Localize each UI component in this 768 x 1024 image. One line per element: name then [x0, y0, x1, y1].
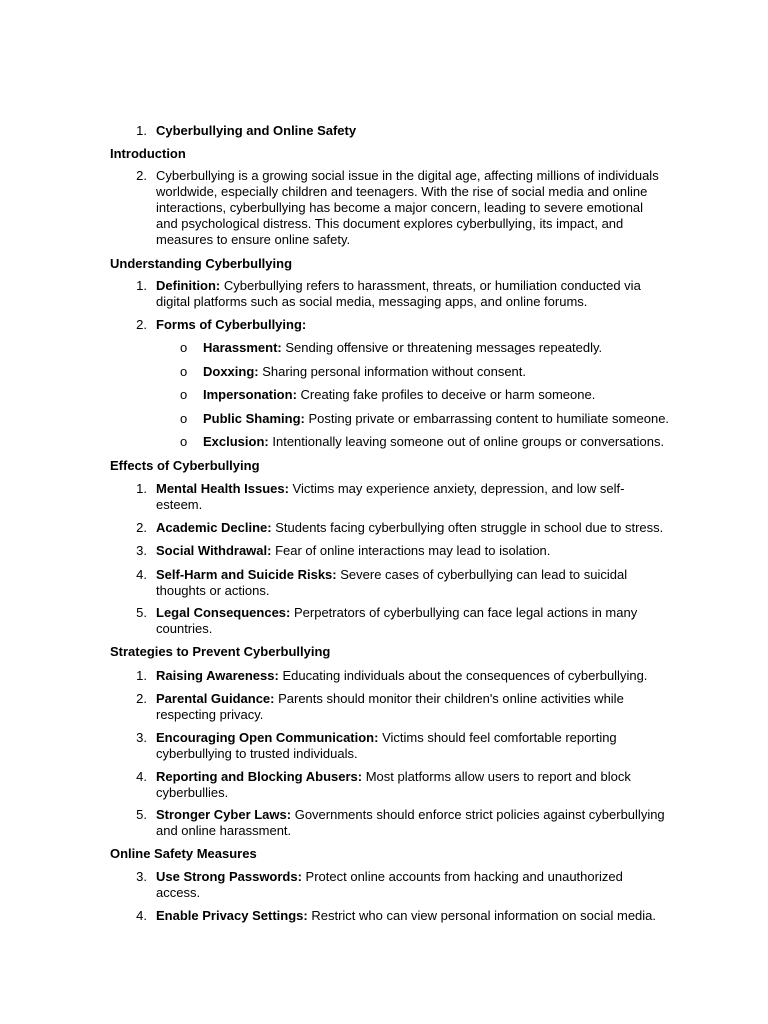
intro-line: and psychological distress. This document explores cyberbullying, its impact, and [156, 216, 624, 231]
list-item-term: Enable Privacy Settings: [156, 908, 308, 923]
list-item-term: Social Withdrawal: [156, 543, 272, 558]
list-number: 1. [136, 278, 147, 293]
intro-line: worldwide, especially children and teenagers. With the rise of social media and online [156, 184, 648, 199]
list-number: 4. [136, 567, 147, 582]
intro-line: interactions, cyberbullying has become a major concern, leading to severe emotional [156, 200, 644, 215]
list-item-body [156, 520, 716, 536]
list-number: 4. [136, 908, 147, 923]
list-item-text: Victims should feel comfortable reporting [378, 730, 617, 745]
bullet-marker: o [180, 434, 188, 449]
bullet-term: Public Shaming: [203, 411, 305, 426]
list-number: 1. [136, 668, 147, 683]
list-item-text: digital platforms such as social media, messaging apps, and online forums. [156, 294, 588, 309]
list-item-text: Students facing cyberbullying often struggle in school due to stress. [271, 520, 664, 535]
list-number: 4. [136, 769, 147, 784]
list-item-text: Educating individuals about the consequences of cyberbullying. [278, 668, 648, 683]
list-item-text: Protect online accounts from hacking and unauthorized [301, 869, 623, 884]
list-number: 2. [136, 691, 147, 706]
list-item-term: Mental Health Issues: [156, 481, 289, 496]
list-item-text: Perpetrators of cyberbullying can face legal actions in many [290, 605, 638, 620]
list-number: 3. [136, 869, 147, 884]
list-item-text: Severe cases of cyberbullying can lead to suicidal [336, 567, 628, 582]
bullet-text: Posting private or embarrassing content to humiliate someone. [304, 411, 670, 426]
list-item-body [156, 668, 716, 684]
list-item-term: Raising Awareness: [156, 668, 279, 683]
intro-line: Cyberbullying is a growing social issue in the digital age, affecting millions of individuals [156, 168, 659, 183]
list-item-body [156, 278, 716, 310]
list-item-body [156, 869, 716, 901]
list-item-term: Forms of Cyberbullying: [156, 317, 307, 332]
list-item-body [156, 807, 716, 839]
list-number: 5. [136, 605, 147, 620]
list-item-body [156, 605, 716, 637]
list-item-term: Legal Consequences: [156, 605, 291, 620]
list-number: 3. [136, 730, 147, 745]
bullet-text: Creating fake profiles to deceive or harm someone. [296, 387, 596, 402]
list-item-text: cyberbullies. [156, 785, 229, 800]
list-item-term: Use Strong Passwords: [156, 869, 302, 884]
list-item-text: cyberbullying to trusted individuals. [156, 746, 358, 761]
list-item-term: Encouraging Open Communication: [156, 730, 379, 745]
list-item-text: esteem. [156, 497, 203, 512]
bullet-marker: o [180, 364, 188, 379]
title-item-body [156, 123, 716, 139]
list-item-body [156, 543, 716, 559]
list-item-text: Cyberbullying refers to harassment, threats, or humiliation conducted via [220, 278, 641, 293]
list-item-text: countries. [156, 621, 213, 636]
bullet-term: Doxxing: [203, 364, 259, 379]
list-number: 2. [136, 520, 147, 535]
list-item-text: Most platforms allow users to report and block [362, 769, 631, 784]
list-number: 5. [136, 807, 147, 822]
list-number: 3. [136, 543, 147, 558]
list-item-term: Definition: [156, 278, 221, 293]
section-heading-safety: Online Safety Measures [110, 846, 257, 861]
list-item-body [156, 908, 716, 924]
bullet-marker: o [180, 387, 188, 402]
intro-paragraph [156, 168, 716, 248]
list-item-body [156, 317, 716, 333]
bullet-term: Exclusion: [203, 434, 269, 449]
bullet-term: Harassment: [203, 340, 282, 355]
list-item-text: access. [156, 885, 201, 900]
section-heading-strategies: Strategies to Prevent Cyberbullying [110, 644, 331, 659]
list-item-text: Victims may experience anxiety, depression, and low self- [288, 481, 625, 496]
bullet-text: Sending offensive or threatening messages repeatedly. [281, 340, 603, 355]
section-heading-introduction: Introduction [110, 146, 186, 161]
bullet-marker: o [180, 411, 188, 426]
intro-line: measures to ensure online safety. [156, 232, 351, 247]
list-item-term: Reporting and Blocking Abusers: [156, 769, 363, 784]
list-item-text: Parents should monitor their children's online activities while [274, 691, 624, 706]
list-item-term: Self-Harm and Suicide Risks: [156, 567, 337, 582]
list-item-text: thoughts or actions. [156, 583, 270, 598]
list-item-body [156, 769, 716, 801]
bullet-term: Impersonation: [203, 387, 297, 402]
list-item-term: Stronger Cyber Laws: [156, 807, 292, 822]
list-item-body [156, 567, 716, 599]
list-number: 1. [136, 123, 147, 138]
list-number: 2. [136, 317, 147, 332]
bullet-text: Sharing personal information without consent. [258, 364, 527, 379]
list-number: 2. [136, 168, 147, 183]
list-number: 1. [136, 481, 147, 496]
list-item-body [156, 730, 716, 762]
list-item-text: Restrict who can view personal information on social media. [307, 908, 657, 923]
list-item-text: Governments should enforce strict policies against cyberbullying [291, 807, 665, 822]
section-heading-effects: Effects of Cyberbullying [110, 458, 260, 473]
bullet-marker: o [180, 340, 188, 355]
list-item-text: Fear of online interactions may lead to isolation. [271, 543, 551, 558]
list-item-body [156, 691, 716, 723]
bullet-text: Intentionally leaving someone out of online groups or conversations. [268, 434, 665, 449]
section-heading-understanding: Understanding Cyberbullying [110, 256, 293, 271]
list-item-text: respecting privacy. [156, 707, 264, 722]
list-item-text: and online harassment. [156, 823, 292, 838]
document-title: Cyberbullying and Online Safety [156, 123, 357, 138]
list-item-term: Parental Guidance: [156, 691, 275, 706]
list-item-term: Academic Decline: [156, 520, 272, 535]
list-item-body [156, 481, 716, 513]
